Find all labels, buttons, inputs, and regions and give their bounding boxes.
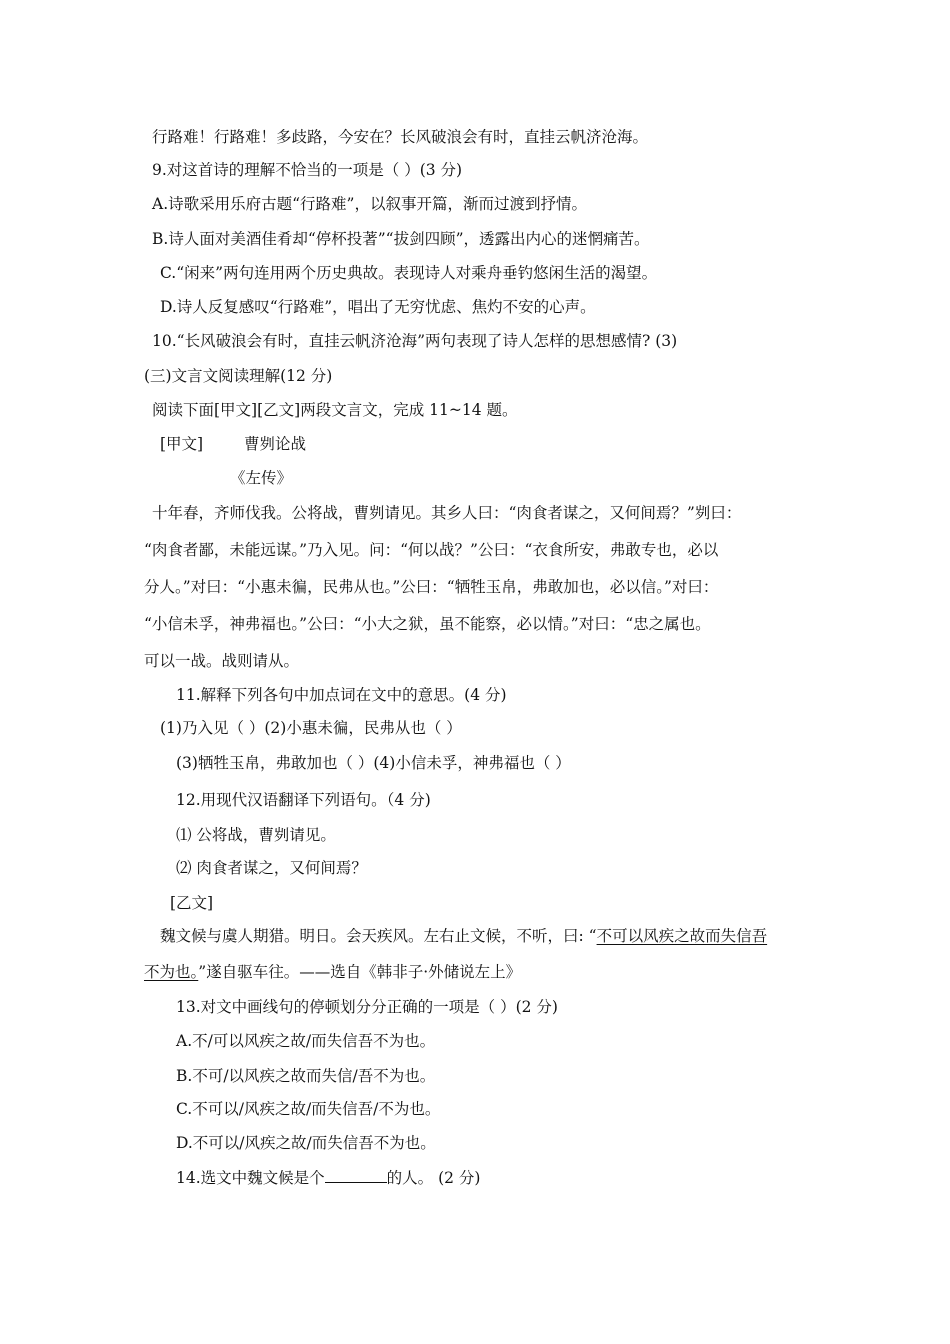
question-10: 10.“长风破浪会有时，直挂云帆济沧海”两句表现了诗人怎样的思想感情? (3) [152,332,678,350]
underlined-sentence-part-1: 不可以风疾之故而失信吾 [596,927,768,945]
underlined-sentence-part-2: 不为也。 [144,963,199,981]
passage-a-label: [甲文] [160,435,204,453]
question-13-option-b: B.不可/以风疾之故而失信/吾不为也。 [176,1067,436,1085]
question-14 [176,1168,480,1188]
reading-instruction: 阅读下面[甲文][乙文]两段文言文，完成 11~14 题。 [152,401,518,419]
question-11: 11.解释下列各句中加点词在文中的意思。(4 分) [176,686,507,704]
question-11-items-3-4: (3)牺牲玉帛，弗敢加也（ ）(4)小信未孚，神弗福也（ ） [176,754,571,772]
passage-a-line-1: 十年春，齐师伐我。公将战，曹刿请见。其乡人曰：“肉食者谋之，又何间焉？”刿曰： [152,504,742,522]
question-14-prefix: 14.选文中魏文候是个 [176,1169,325,1187]
section-heading-classical: (三)文言文阅读理解(12 分) [144,367,333,385]
passage-b-text: 魏文候与虞人期猎。明日。会天疾风。左右止文候，不听，曰: “ [160,927,597,945]
answer-blank[interactable] [325,1168,387,1183]
passage-b-line-2 [144,962,521,982]
passage-b-source: ”遂自驱车往。——选自《韩非子·外储说左上》 [198,963,522,981]
question-13: 13.对文中画线句的停顿划分分正确的一项是（ ）(2 分) [176,998,558,1016]
question-12-item-2: ⑵ 肉食者谋之，又何间焉？ [176,859,367,877]
question-13-option-d: D.不可以/风疾之故/而失信吾不为也。 [176,1134,436,1152]
question-9-option-d: D.诗人反复感叹“行路难”，唱出了无穷忧虑、焦灼不安的心声。 [160,298,596,316]
passage-a-line-5: 可以一战。战则请从。 [144,652,300,670]
question-9: 9.对这首诗的理解不恰当的一项是（ ）(3 分) [152,161,463,179]
passage-a-title: 曹刿论战 [244,435,307,453]
question-12: 12.用现代汉语翻译下列语句。（4 分) [176,791,431,809]
passage-a-source: 《左传》 [230,469,293,487]
question-9-option-a: A.诗歌采用乐府古题“行路难”，以叙事开篇，渐而过渡到抒情。 [152,195,587,213]
question-11-items-1-2: (1)乃入见（ ）(2)小惠未徧，民弗从也（ ） [160,719,462,737]
passage-a-line-2: “肉食者鄙，未能远谋。”乃入见。问：“何以战？”公曰：“衣食所安，弗敢专也，必以 [144,541,719,559]
passage-a-line-3: 分人。”对曰：“小惠未徧，民弗从也。”公曰：“牺牲玉帛，弗敢加也，必以信。”对曰： [144,578,719,596]
question-12-item-1: ⑴ 公将战，曹刿请见。 [176,826,336,844]
passage-b-line-1 [160,926,767,946]
question-13-option-c: C.不可以/风疾之故/而失信吾/不为也。 [176,1100,441,1118]
passage-b-label: [乙文] [170,894,214,912]
question-9-option-c: C.“闲来”两句连用两个历史典故。表现诗人对乘舟垂钓悠闲生活的渴望。 [160,264,658,282]
poem-last-line: 行路难！行路难！多歧路，今安在？长风破浪会有时，直挂云帆济沧海。 [152,128,649,146]
question-14-suffix: 的人。 (2 分) [386,1169,481,1187]
passage-a-line-4: “小信未孚，神弗福也。”公曰：“小大之狱，虽不能察，必以情。”对曰：“忠之属也。 [144,615,711,633]
question-13-option-a: A.不/可以风疾之故/而失信吾不为也。 [176,1032,436,1050]
question-9-option-b: B.诗人面对美酒佳肴却“停杯投著”“拔剑四顾”，透露出内心的迷惘痛苦。 [152,230,650,248]
